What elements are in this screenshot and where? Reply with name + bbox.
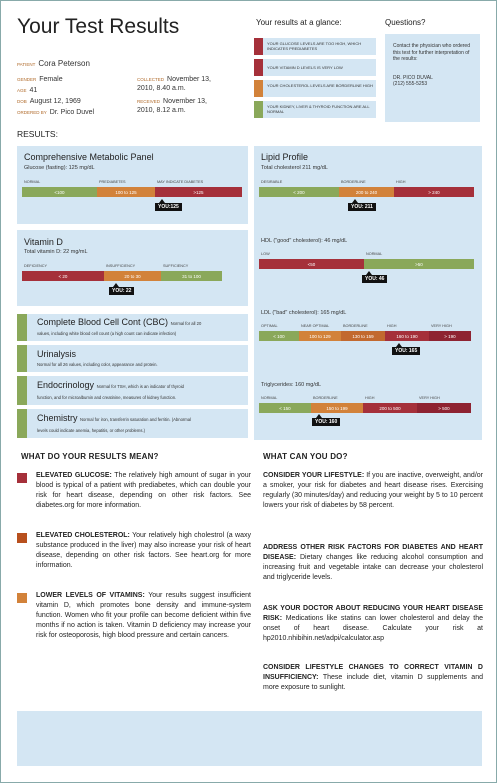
range-segment: [259, 252, 364, 269]
range-label: 160 to 190: [396, 333, 418, 339]
age-label: AGE: [17, 88, 27, 93]
your-value-marker: YOU: 22: [109, 287, 134, 295]
glance-item: [254, 101, 376, 118]
todo-item-text: Dietary changes like reducing alcohol consumption and increasing fruit and vegetable intake can decrease your cholesterol and triglyceride levels.: [263, 553, 483, 581]
strip-description: values, including white blood cell count (a high count can indicate infection): [37, 331, 177, 336]
range-segment: [417, 396, 471, 413]
range-label: > 500: [438, 405, 450, 411]
total-cholesterol-bar: [259, 180, 474, 197]
patient-name: Cora Peterson: [38, 59, 90, 68]
range-caption: MAY INDICATE DIABETES: [157, 180, 204, 184]
lipid-panel: [254, 146, 482, 440]
hdl-subtitle: HDL ("good" cholesterol): 46 mg/dL: [261, 238, 348, 244]
your-value-marker: YOU: 46: [362, 275, 387, 283]
todo-item-text: If you are inactive, overweight, and/or a smoker, your risk for diabetes and heart disease rises. Exercising regularly (30 minutes/day) and reducing your weight by 5 to 10 percent lowers your risk of diabetes by 58 percent.: [263, 472, 483, 509]
status-swatch: [254, 101, 263, 118]
glance-item: [254, 59, 376, 76]
range-caption: HIGH: [365, 396, 375, 400]
ldl-subtitle: LDL ("bad" cholesterol): 165 mg/dL: [261, 310, 347, 316]
todo-item-text: Medications like statins can lower cholesterol and delay the onset of heart disease. Calculate your risk at hp2010.nhibihin.net/adpi/calculator.asp: [263, 614, 483, 642]
mean-heading: WHAT DO YOUR RESULTS MEAN?: [21, 452, 159, 461]
todo-item-title: CONSIDER YOUR LIFESTYLE:: [263, 472, 365, 479]
range-segment: [341, 324, 385, 341]
status-swatch: [17, 409, 27, 438]
status-swatch: [17, 533, 27, 543]
strip-note: Normal for TSH, which is an indicator of thyroid: [96, 384, 184, 389]
patient-label: PATIENT: [17, 62, 36, 67]
ordered-label: ORDERED BY: [17, 110, 47, 115]
received-value-2: 2010, 8.12 a.m.: [137, 106, 186, 114]
range-caption: INSUFFICIENCY: [106, 264, 136, 268]
range-label: > 190: [444, 333, 456, 339]
range-label: < 20: [58, 273, 68, 279]
lipid-title: Lipid Profile: [261, 152, 309, 162]
range-caption: HIGH: [396, 180, 406, 184]
lipid-subtitle: Total cholesterol 211 mg/dL: [261, 165, 328, 171]
range-segment: [364, 252, 474, 269]
todo-item-vitamin-d: [263, 663, 483, 693]
your-value-marker: YOU: 165: [392, 347, 420, 355]
your-value-marker: YOU: 160: [312, 418, 340, 426]
your-value-marker: YOU: 211: [348, 203, 376, 211]
todo-item-lifestyle: [263, 471, 483, 511]
questions-box: [385, 34, 480, 122]
strip-name: [37, 349, 76, 359]
range-label: < 150: [279, 405, 291, 411]
range-caption: BORDERLINE: [343, 324, 368, 328]
cmp-range-bar: [22, 180, 242, 197]
ordered-row: [17, 109, 94, 118]
cmp-subtitle: Glucose (fasting): 125 mg/dL: [24, 165, 95, 171]
glance-item-text: YOUR VITAMIN D LEVELS IS VERY LOW: [267, 65, 343, 70]
questions-title: Questions?: [385, 18, 426, 27]
todo-item-doctor: [263, 604, 483, 644]
mean-item-glucose: [17, 471, 251, 511]
collected-row: [137, 76, 211, 94]
range-segment: [259, 180, 339, 197]
age-row: [17, 87, 37, 96]
range-caption: OPTIMAL: [261, 324, 278, 328]
glance-item-text: YOUR KIDNEY, LIVER & THYROID FUNCTION ARE ALL NORMAL: [267, 104, 370, 114]
glance-item: [254, 80, 376, 97]
cmp-panel: [17, 146, 248, 224]
range-label: 100 to 125: [115, 189, 137, 195]
range-caption: NORMAL: [261, 396, 278, 400]
vitamin-d-panel: [17, 230, 248, 306]
dob-row: [17, 98, 81, 107]
todo-heading: WHAT CAN YOU DO?: [263, 452, 348, 461]
status-swatch: [254, 38, 263, 55]
range-segment: [155, 180, 242, 197]
dob-label: DOB: [17, 99, 27, 104]
vitamin-d-title: Vitamin D: [24, 237, 63, 247]
endocrinology-result-strip: [17, 376, 248, 405]
glance-list: [254, 34, 376, 122]
range-segment: [339, 180, 394, 197]
range-caption: NEAR OPTIMAL: [301, 324, 330, 328]
collected-value-1: November 13,: [167, 76, 211, 83]
range-caption: DEFICIENCY: [24, 264, 47, 268]
range-segment: [394, 180, 474, 197]
strip-description: function, and for microalbumin and creatinine, measures of kidney function.: [37, 395, 177, 400]
glance-item-text: YOUR CHOLESTEROL LEVELS ARE BORDERLINE HIGH: [267, 83, 373, 88]
cbc-result-strip: [17, 314, 248, 341]
glance-item-text: YOUR GLUCOSE LEVELS ARE TOO HIGH, WHICH INDICATES PREDIABETES: [267, 41, 362, 51]
mean-item-title: ELEVATED GLUCOSE:: [36, 472, 112, 479]
mean-item-text: Your relatively high cholestrol (a waxy substance produced in the liver) may also increase your risk of heart disease, depending on other risk factors. See heart.org for more information.: [36, 532, 251, 569]
range-segment: [104, 264, 161, 281]
strip-name: [37, 413, 191, 423]
vitamin-d-range-bar: [22, 264, 222, 281]
range-segment: [299, 324, 341, 341]
collected-label: COLLECTED: [137, 77, 165, 82]
status-swatch: [17, 345, 27, 372]
strip-description: levels could indicate anemia, hepatitis, or other problems.): [37, 428, 145, 433]
range-segment: [363, 396, 417, 413]
range-caption: BORDERLINE: [313, 396, 338, 400]
range-label: >125: [193, 189, 204, 195]
patient-name-row: [17, 59, 90, 69]
gender-value: Female: [39, 76, 63, 83]
range-label: <50: [307, 261, 316, 267]
page-title: Your Test Results: [17, 15, 180, 38]
ordered-value: Dr. Pico Duvel: [49, 109, 95, 116]
range-label: < 100: [273, 333, 285, 339]
mean-item-vitamins: [17, 591, 251, 641]
todo-item-risk-factors: [263, 543, 483, 583]
mean-item-text: The relatively high amount of sugar in your blood is typical of a patient with prediabetes, which can double your risk for heart disease, depending on other risk factors. See diabetes.org for more information.: [36, 472, 251, 509]
strip-description: Normal for all 26 values, including color, appearance and protein.: [37, 362, 158, 367]
range-segment: [385, 324, 429, 341]
triglycerides-bar: [259, 396, 471, 413]
range-caption: DESIRABLE: [261, 180, 283, 184]
contact-name: DR. PICO DUVAL: [393, 74, 433, 81]
triglycerides-subtitle: Triglycerides: 160 mg/dL: [261, 382, 322, 388]
range-caption: VERY HIGH: [419, 396, 440, 400]
strip-title: Urinalysis: [37, 349, 77, 359]
vitamin-d-subtitle: Total vitamin D: 22 mg/mL: [24, 249, 88, 255]
received-value-1: November 13,: [163, 98, 207, 105]
results-heading: RESULTS:: [17, 129, 58, 139]
status-swatch: [254, 59, 263, 76]
mean-item-cholesterol: [17, 531, 251, 571]
urinalysis-result-strip: [17, 345, 248, 372]
status-swatch: [254, 80, 263, 97]
range-caption: NORMAL: [366, 252, 383, 256]
cmp-title: Comprehensive Metabolic Panel: [24, 152, 154, 162]
chemistry-result-strip: [17, 409, 248, 438]
range-label: <100: [54, 189, 65, 195]
range-label: > 240: [428, 189, 440, 195]
range-segment: [429, 324, 471, 341]
gender-row: [17, 76, 63, 85]
range-label: >50: [415, 261, 423, 267]
strip-note: Normal for all 20: [170, 321, 202, 326]
range-caption: NORMAL: [24, 180, 41, 184]
range-label: 150 to 199: [326, 405, 348, 411]
strip-title: Complete Blood Cell Cont (CBC): [37, 317, 169, 327]
range-caption: SUFFICIENCY: [163, 264, 189, 268]
range-segment: [161, 264, 222, 281]
dob-value: August 12, 1969: [29, 98, 81, 105]
hdl-bar: [259, 252, 474, 269]
received-label: RECEIVED: [137, 99, 161, 104]
todo-item-title: ADDRESS OTHER RISK FACTORS FOR DIABETES AND HEART DISEASE:: [263, 544, 483, 561]
contact-phone: (212) 555-5253: [393, 81, 428, 87]
range-label: 20 to 30: [124, 273, 141, 279]
strip-name: [37, 317, 201, 327]
range-segment: [311, 396, 363, 413]
strip-note: Normal for iron, transferrin saturation and ferritin. (Abnormal: [80, 417, 192, 422]
range-label: < 200: [293, 189, 305, 195]
your-value-marker: YOU:125: [155, 203, 182, 211]
glance-item: [254, 38, 376, 55]
todo-item-title: CONSIDER LIFESTYLE CHANGES TO CORRECT VITAMIN D INSUFFICIENCY:: [263, 664, 483, 681]
strip-title: Chemistry: [37, 413, 78, 423]
status-swatch: [17, 593, 27, 603]
received-row: [137, 98, 207, 116]
glance-title: Your results at a glance:: [256, 18, 342, 27]
range-label: 31 to 100: [182, 273, 201, 279]
range-caption: PREDIABETES: [99, 180, 126, 184]
range-caption: BORDERLINE: [341, 180, 366, 184]
range-segment: [22, 264, 104, 281]
range-caption: LOW: [261, 252, 270, 256]
gender-label: GENDER: [17, 77, 37, 82]
status-swatch: [17, 314, 27, 341]
range-label: 130 to 159: [352, 333, 374, 339]
strip-name: [37, 380, 184, 390]
strip-title: Endocrinology: [37, 380, 95, 390]
collected-value-2: 2010, 8.40 a.m.: [137, 84, 186, 92]
mean-item-title: LOWER LEVELS OF VITAMINS:: [36, 592, 145, 599]
range-label: 200 to 500: [379, 405, 401, 411]
mean-item-text: Your results suggest insufficient vitamin D, which promotes bone density and immune-system function. Women who fit your profile can become deficient within five months if no action is taken. Vitamin D deficiency may increase your risk for osteoporosis, high blood pressure and certain cancers.: [36, 592, 251, 639]
footer-box: [17, 711, 482, 766]
range-segment: [259, 324, 299, 341]
range-label: 100 to 129: [309, 333, 331, 339]
status-swatch: [17, 473, 27, 483]
range-segment: [97, 180, 155, 197]
status-swatch: [17, 376, 27, 405]
questions-text: Contact the physician who ordered this test for further interpretation of the results:: [393, 43, 470, 62]
todo-item-title: ASK YOUR DOCTOR ABOUT REDUCING YOUR HEART DISEASE RISK:: [263, 605, 483, 622]
age-value: 41: [29, 87, 38, 94]
mean-item-title: ELEVATED CHOLESTEROL:: [36, 532, 130, 539]
range-segment: [22, 180, 97, 197]
range-caption: VERY HIGH: [431, 324, 452, 328]
ldl-bar: [259, 324, 471, 341]
todo-item-text: These include diet, vitamin D supplements and more exposure to sunlight.: [263, 673, 483, 691]
range-label: 200 to 240: [355, 189, 378, 195]
range-segment: [259, 396, 311, 413]
range-caption: HIGH: [387, 324, 397, 328]
